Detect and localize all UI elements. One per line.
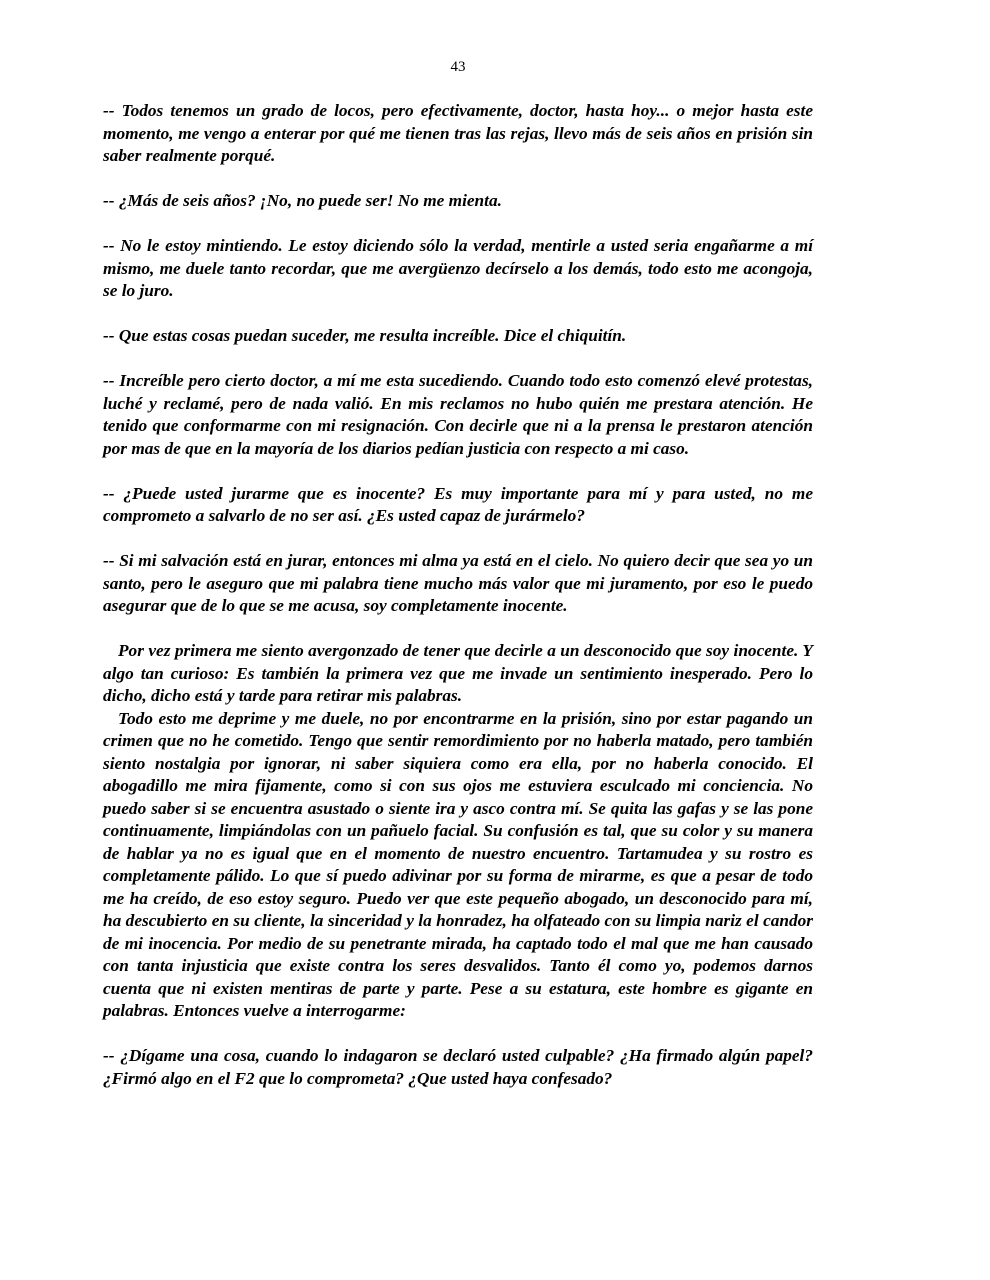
paragraph-dialogue-2: -- ¿Más de seis años? ¡No, no puede ser! No me mienta.	[103, 191, 502, 210]
paragraph-dialogue-4: -- Que estas cosas puedan suceder, me resulta increíble. Dice el chiquitín.	[103, 326, 627, 345]
paragraph-dialogue-5: -- Increíble pero cierto doctor, a mí me esta sucediendo. Cuando todo esto comenzó elevé protestas, luché y reclamé, pero de nada valió. En mis reclamos no hubo quién me prestara atención. He tenido que conformarme con mi resignación. Con decirle que ni a la prensa le prestaron atención por mas de que en la mayoría de los diarios pedían justicia con respecto a mi caso.	[103, 371, 813, 458]
paragraph-dialogue-8: -- ¿Dígame una cosa, cuando lo indagaron se declaró usted culpable? ¿Ha firmado algún papel? ¿Firmó algo en el F2 que lo comprometa? ¿Que usted haya confesado?	[103, 1046, 813, 1088]
paragraph-dialogue-1: -- Todos tenemos un grado de locos, pero efectivamente, doctor, hasta hoy... o mejor hasta este momento, me vengo a enterar por qué me tienen tras las rejas, llevo más de seis años en prisión sin saber realmente porqué.	[103, 101, 813, 165]
paragraph-narration-2: Todo esto me deprime y me duele, no por encontrarme en la prisión, sino por estar pagando un crimen que no he cometido. Tengo que sentir remordimiento por no haberla matado, pero también siento nostalgia por ignorar, ni saber siquiera como era ella, por no haberla conocido. El abogadillo me mira fijamente, como si con sus ojos me estuviera esculcado mi conciencia. No puedo saber si se encuentra asustado o siente ira y asco contra mí. Se quita las gafas y se las pone continuamente, limpiándolas con un pañuelo facial. Su confusión es tal, que su color y su manera de hablar ya no es igual que en el momento de nuestro encuentro. Tartamudea y su rostro es completamente pálido. Lo que sí puedo adivinar por su forma de mirarme, es que a pesar de todo me ha creído, de eso estoy seguro. Puedo ver que este pequeño abogado, un desconocido para mí, ha descubierto en su cliente, la sinceridad y la honradez, ha olfateado con su limpia nariz el candor de mi inocencia. Por medio de su penetrante mirada, ha captado todo el mal que me han causado con tanta injusticia que existe contra los seres desvalidos. Tanto él como yo, podemos darnos cuenta que ni existen mentiras de parte y parte. Pese a su estatura, este hombre es gigante en palabras. Entonces vuelve a interrogarme:	[103, 708, 813, 1020]
page-body	[103, 100, 813, 1090]
paragraph-dialogue-7: -- Si mi salvación está en jurar, entonces mi alma ya está en el cielo. No quiero decir que sea yo un santo, pero le aseguro que mi palabra tiene mucho más valor que mi juramento, por eso le puedo asegurar que de lo que se me acusa, soy completamente inocente.	[103, 551, 813, 615]
page-number: 43	[450, 59, 466, 75]
paragraph-narration-1: Por vez primera me siento avergonzado de tener que decirle a un desconocido que soy inocente. Y algo tan curioso: Es también la primera vez que me invade un sentimiento inesperado. Pero lo dicho, dicho está y tarde para retirar mis palabras.	[103, 641, 813, 705]
paragraph-dialogue-6: -- ¿Puede usted jurarme que es inocente? Es muy importante para mí y para usted, no me comprometo a salvarlo de no ser así. ¿Es usted capaz de jurármelo?	[103, 483, 813, 525]
paragraph-dialogue-3: -- No le estoy mintiendo. Le estoy diciendo sólo la verdad, mentirle a usted seria engañarme a mí mismo, me duele tanto recordar, que me avergüenzo decírselo a los demás, todo esto me acongoja, se lo juro.	[103, 236, 813, 300]
